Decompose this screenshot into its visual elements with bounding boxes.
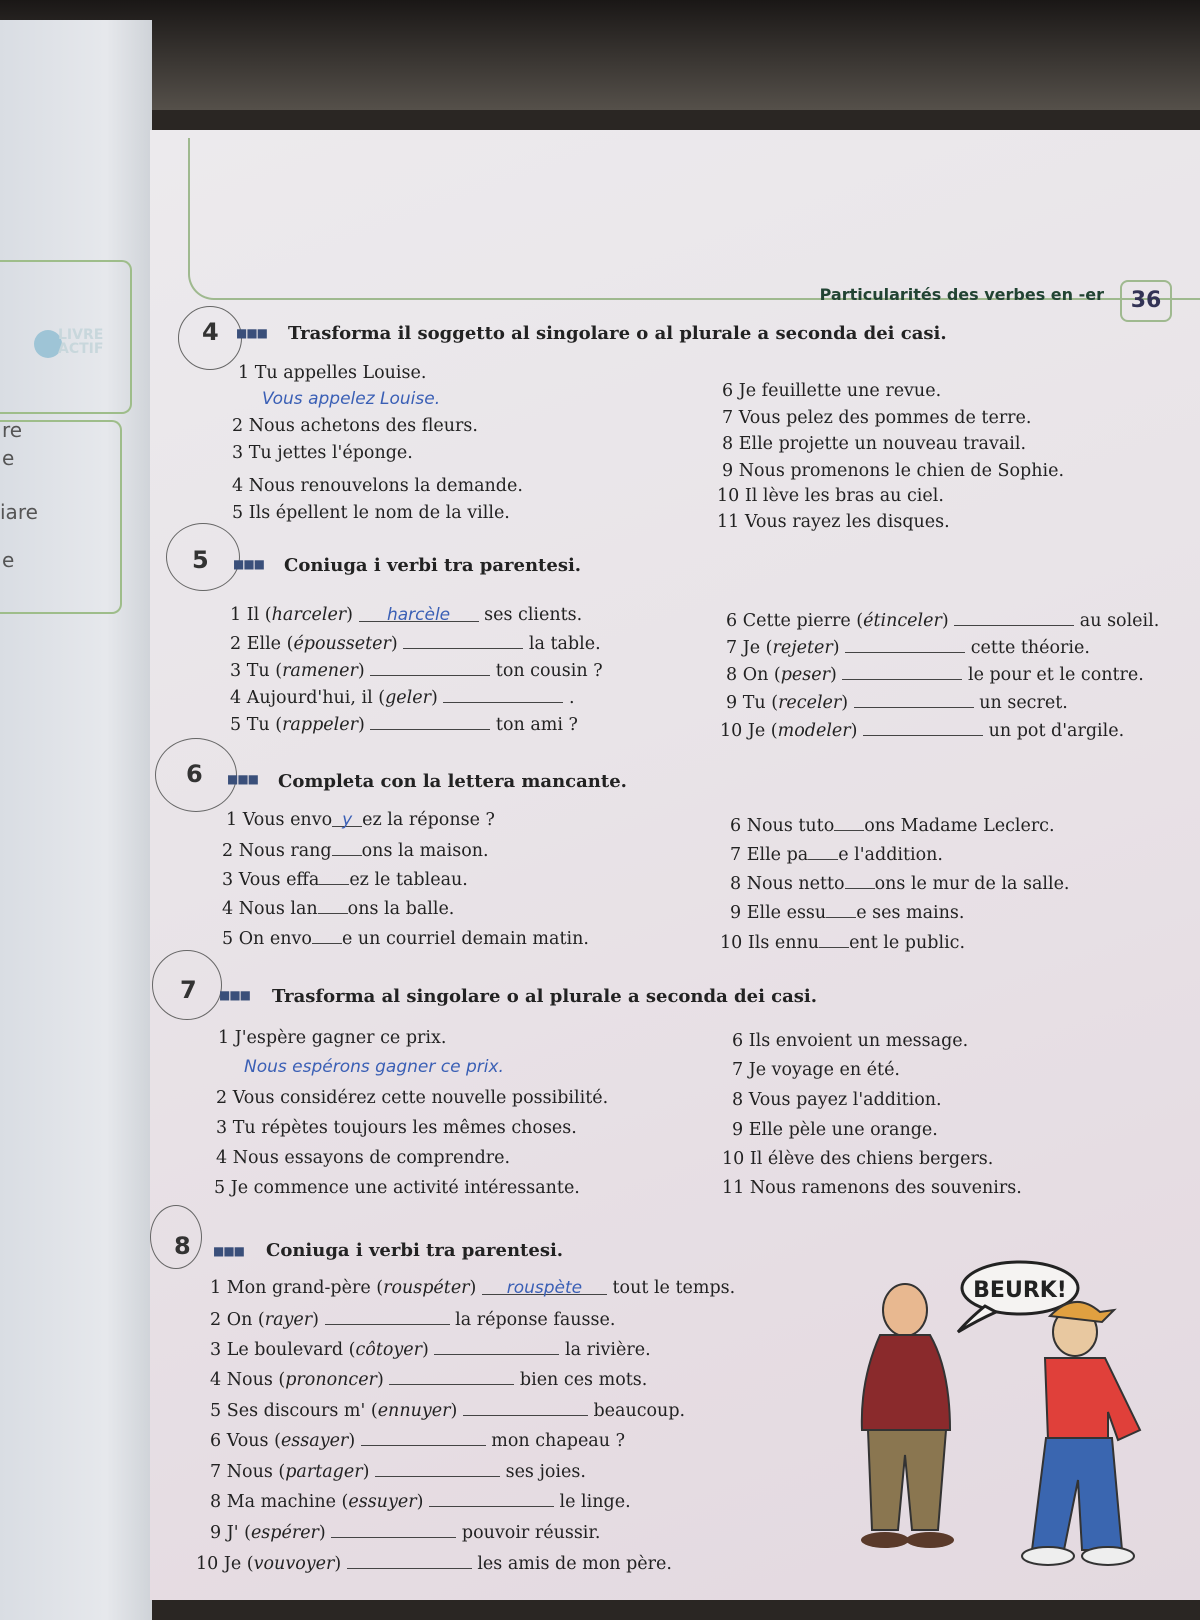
exercise-item: 4 Aujourd'hui, il (geler) . [230, 688, 575, 708]
exercise-item [730, 901, 964, 923]
exercise-item: 8 Vous payez l'addition. [732, 1090, 942, 1110]
item-verb: ennuyer [377, 1401, 451, 1421]
item-prefix: 5 On envo [222, 929, 312, 949]
exercise-item: 9 Elle pèle une orange. [732, 1120, 938, 1140]
item-subject: Mon grand-père [226, 1278, 371, 1298]
left-page-fragment: e [2, 446, 15, 470]
exercise-item [222, 839, 489, 861]
item-subject: Cette pierre [742, 611, 851, 631]
exercise-item: 8 On (peser) le pour et le contre. [726, 665, 1144, 685]
exercise-item: 3 Tu jettes l'éponge. [232, 443, 413, 463]
item-number: 1 [230, 605, 242, 625]
exercise-number: 7 [180, 976, 197, 1004]
handwritten-letter: y [342, 810, 353, 830]
item-verb: essayer [280, 1431, 349, 1451]
item-suffix: ons le mur de la salle. [874, 874, 1070, 894]
answer-blank [443, 686, 563, 703]
item-verb: épousseter [293, 634, 391, 654]
difficulty-squares-icon: ■■■ [227, 772, 259, 786]
item-rest: ton cousin ? [495, 661, 603, 681]
exercise-title: Trasforma il soggetto al singolare o al plurale a seconda dei casi. [288, 323, 947, 344]
exercise-item: 10 Il élève des chiens bergers. [722, 1149, 994, 1169]
header-frame [188, 138, 1200, 300]
item-number: 6 [726, 611, 738, 631]
item-verb: rappeler [282, 715, 358, 735]
item-rest: un secret. [979, 693, 1068, 713]
exercise-number: 4 [202, 318, 219, 346]
answer-blank [389, 1368, 514, 1385]
answer-blank [842, 663, 962, 680]
item-verb: essuyer [348, 1492, 417, 1512]
item-number: 5 [230, 715, 242, 735]
item-number: 10 [196, 1554, 219, 1574]
item-number: 3 [210, 1340, 222, 1360]
item-rest: un pot d'argile. [988, 721, 1125, 741]
left-page-fragment: re [2, 418, 23, 442]
exercise-item: 1 Mon grand-père (rouspéter) rouspète tout le temps. [210, 1278, 736, 1298]
item-number: 4 [210, 1370, 222, 1390]
background-top [0, 0, 1200, 110]
item-rest: bien ces mots. [519, 1370, 648, 1390]
item-verb: étinceler [863, 611, 942, 631]
answer-blank [370, 713, 490, 730]
difficulty-squares-icon: ■■■ [219, 988, 251, 1002]
exercise-item: 6 Je feuillette une revue. [722, 381, 942, 401]
answer-blank [434, 1338, 559, 1355]
exercise-item: 5 Ils épellent le nom de la ville. [232, 503, 510, 523]
item-rest: au soleil. [1079, 611, 1160, 631]
exercise-item: 6 Vous (essayer) mon chapeau ? [210, 1431, 625, 1451]
letter-blank [332, 839, 362, 856]
item-subject: Vous [226, 1431, 269, 1451]
exercise-number: 6 [186, 760, 203, 788]
item-number: 10 [720, 721, 743, 741]
item-subject: Nous [226, 1370, 273, 1390]
letter-blank [319, 868, 349, 885]
teen-figure [1022, 1302, 1140, 1565]
item-verb: geler [385, 688, 431, 708]
exercise-title: Completa con la lettera mancante. [278, 771, 627, 792]
handwritten-answer: Nous espérons gagner ce prix. [244, 1057, 504, 1077]
answer-blank [429, 1490, 554, 1507]
item-number: 9 [726, 693, 738, 713]
exercise-item [226, 810, 495, 830]
livre-actif-logo-text: LIVRE ACTIF [58, 327, 104, 357]
item-rest: la table. [528, 634, 601, 654]
answer-blank [325, 1308, 450, 1325]
item-verb: ramener [282, 661, 358, 681]
speech-text: BEURK! [973, 1278, 1067, 1303]
item-verb: rouspéter [383, 1278, 470, 1298]
item-verb: prononcer [285, 1370, 377, 1390]
item-verb: espérer [250, 1523, 319, 1543]
item-prefix: 4 Nous lan [222, 899, 318, 919]
exercise-item: 5 Tu (rappeler) ton ami ? [230, 715, 578, 735]
exercise-title: Trasforma al singolare o al plurale a seconda dei casi. [272, 986, 818, 1007]
left-page-fragment: e [2, 548, 15, 572]
letter-blank [826, 901, 856, 918]
item-verb: peser [780, 665, 830, 685]
item-suffix: ons la maison. [361, 841, 489, 861]
item-subject: Tu [742, 693, 766, 713]
answer-blank [403, 632, 523, 649]
handwritten-answer: rouspète [506, 1278, 583, 1298]
item-number: 7 [726, 638, 738, 658]
exercise-item [720, 931, 965, 953]
exercise-item [730, 843, 943, 865]
item-verb: harceler [271, 605, 347, 625]
letter-blank [318, 897, 348, 914]
item-verb: côtoyer [355, 1340, 423, 1360]
answer-blank [863, 719, 983, 736]
item-rest: beaucoup. [593, 1401, 686, 1421]
item-rest: la réponse fausse. [455, 1310, 616, 1330]
exercise-item: 4 Nous essayons de comprendre. [216, 1148, 511, 1168]
exercise-item: 1 Tu appelles Louise. [238, 363, 427, 383]
item-subject: On [742, 665, 769, 685]
section-title: Particularités des verbes en -er [819, 285, 1104, 304]
item-number: 2 [230, 634, 242, 654]
page-number: 36 [1120, 280, 1172, 322]
cartoon-illustration [850, 1240, 1170, 1580]
exercise-item: 10 Il lève les bras au ciel. [717, 486, 944, 506]
item-rest: la rivière. [564, 1340, 651, 1360]
item-suffix: ez le tableau. [349, 870, 468, 890]
exercise-item: 1 J'espère gagner ce prix. [218, 1028, 447, 1048]
exercise-item [730, 814, 1055, 836]
item-suffix: ez la réponse ? [362, 810, 495, 830]
answer-blank [482, 1278, 607, 1298]
item-rest: ses joies. [505, 1462, 586, 1482]
item-prefix: 7 Elle pa [730, 845, 809, 865]
exercise-item: 8 Ma machine (essuyer) le linge. [210, 1492, 631, 1512]
answer-blank [370, 659, 490, 676]
exercise-item: 7 Vous pelez des pommes de terre. [722, 408, 1032, 428]
exercise-item: 4 Nous renouvelons la demande. [232, 476, 523, 496]
exercise-item: 4 Nous (prononcer) bien ces mots. [210, 1370, 648, 1390]
difficulty-squares-icon: ■■■ [213, 1244, 245, 1258]
item-subject: Tu [246, 715, 270, 735]
answer-blank [854, 691, 974, 708]
exercise-item: 9 Nous promenons le chien de Sophie. [722, 461, 1065, 481]
exercise-item: 5 Je commence une activité intéressante. [214, 1178, 580, 1198]
item-suffix: ons la balle. [347, 899, 455, 919]
exercise-item: 2 Nous achetons des fleurs. [232, 416, 478, 436]
answer-blank [331, 1521, 456, 1538]
handwritten-answer: harcèle [386, 605, 451, 625]
item-suffix: e ses mains. [856, 903, 965, 923]
difficulty-squares-icon: ■■■ [236, 326, 268, 340]
item-prefix: 9 Elle essu [730, 903, 827, 923]
item-number: 5 [210, 1401, 222, 1421]
item-verb: partager [285, 1462, 363, 1482]
item-suffix: ent le public. [849, 933, 966, 953]
item-prefix: 2 Nous rang [222, 841, 332, 861]
item-number: 8 [726, 665, 738, 685]
answer-blank [954, 609, 1074, 626]
left-page-fragment: iare [0, 500, 38, 524]
item-rest: le linge. [559, 1492, 631, 1512]
item-subject: Elle [246, 634, 282, 654]
item-prefix: 6 Nous tuto [730, 816, 835, 836]
item-number: 7 [210, 1462, 222, 1482]
exercise-number: 8 [174, 1232, 191, 1260]
item-verb: rejeter [772, 638, 833, 658]
item-subject: Nous [226, 1462, 273, 1482]
item-subject: Aujourd'hui, il [246, 688, 373, 708]
exercise-item: 11 Nous ramenons des souvenirs. [722, 1178, 1022, 1198]
letter-blank [332, 810, 362, 830]
item-number: 1 [210, 1278, 222, 1298]
item-rest: ses clients. [484, 605, 583, 625]
exercise-item: 6 Ils envoient un message. [732, 1031, 969, 1051]
answer-blank [375, 1460, 500, 1477]
exercise-item: 9 Tu (receler) un secret. [726, 693, 1068, 713]
item-subject: Ses discours m' [226, 1401, 366, 1421]
exercise-item [730, 872, 1070, 894]
item-suffix: ons Madame Leclerc. [864, 816, 1055, 836]
item-prefix: 3 Vous effa [222, 870, 320, 890]
item-number: 3 [230, 661, 242, 681]
item-verb: modeler [777, 721, 851, 741]
exercise-title: Coniuga i verbi tra parentesi. [266, 1240, 564, 1261]
exercise-item: 7 Je (rejeter) cette théorie. [726, 638, 1090, 658]
item-subject: Le boulevard [226, 1340, 344, 1360]
exercise-item: 3 Tu répètes toujours les mêmes choses. [216, 1118, 577, 1138]
item-prefix: 8 Nous netto [730, 874, 845, 894]
item-prefix: 1 Vous envo [226, 810, 333, 830]
item-verb: vouvoyer [253, 1554, 335, 1574]
item-rest: mon chapeau ? [491, 1431, 625, 1451]
letter-blank [312, 927, 342, 944]
item-number: 4 [230, 688, 242, 708]
exercise-title: Coniuga i verbi tra parentesi. [284, 555, 582, 576]
item-rest: ton ami ? [495, 715, 578, 735]
item-subject: Tu [246, 661, 270, 681]
difficulty-squares-icon: ■■■ [233, 557, 265, 571]
item-rest: pouvoir réussir. [461, 1523, 601, 1543]
exercise-item [222, 897, 454, 919]
item-rest: tout le temps. [612, 1278, 736, 1298]
item-subject: Il [246, 605, 260, 625]
exercise-item: 2 Vous considérez cette nouvelle possibilité. [216, 1088, 609, 1108]
exercise-item: 7 Nous (partager) ses joies. [210, 1462, 586, 1482]
item-verb: receler [778, 693, 842, 713]
exercise-item: 7 Je voyage en été. [732, 1060, 900, 1080]
letter-blank [845, 872, 875, 889]
item-suffix: e un courriel demain matin. [341, 929, 589, 949]
letter-blank [808, 843, 838, 860]
item-number: 9 [210, 1523, 222, 1543]
answer-blank [463, 1399, 588, 1416]
item-rest: le pour et le contre. [967, 665, 1144, 685]
item-subject: Ma machine [226, 1492, 336, 1512]
exercise-item: 3 Tu (ramener) ton cousin ? [230, 661, 603, 681]
answer-blank [361, 1429, 486, 1446]
exercise-item: 8 Elle projette un nouveau travail. [722, 434, 1027, 454]
item-rest: les amis de mon père. [477, 1554, 672, 1574]
item-number: 6 [210, 1431, 222, 1451]
exercise-item [222, 927, 589, 949]
item-subject: On [226, 1310, 253, 1330]
exercise-item: 3 Le boulevard (côtoyer) la rivière. [210, 1340, 651, 1360]
item-rest: cette théorie. [970, 638, 1090, 658]
exercise-item: 10 Je (vouvoyer) les amis de mon père. [196, 1554, 672, 1574]
item-subject: J' [226, 1523, 239, 1543]
answer-blank [845, 636, 965, 653]
item-rest: . [568, 688, 575, 708]
item-subject: Je [223, 1554, 242, 1574]
exercise-item: 11 Vous rayez les disques. [717, 512, 950, 532]
item-number: 2 [210, 1310, 222, 1330]
exercise-item: 5 Ses discours m' (ennuyer) beaucoup. [210, 1401, 686, 1421]
exercise-item: 1 Il (harceler) harcèle ses clients. [230, 605, 583, 625]
item-subject: Je [747, 721, 766, 741]
item-number: 8 [210, 1492, 222, 1512]
item-prefix: 10 Ils ennu [720, 933, 820, 953]
exercise-item: 6 Cette pierre (étinceler) au soleil. [726, 611, 1160, 631]
exercise-item: 10 Je (modeler) un pot d'argile. [720, 721, 1125, 741]
left-page [0, 20, 152, 1620]
item-verb: rayer [264, 1310, 313, 1330]
exercise-item: 9 J' (espérer) pouvoir réussir. [210, 1523, 601, 1543]
item-suffix: e l'addition. [838, 845, 943, 865]
exercise-number: 5 [192, 546, 209, 574]
letter-blank [834, 814, 864, 831]
exercise-item: 2 Elle (épousseter) la table. [230, 634, 601, 654]
answer-blank [347, 1552, 472, 1569]
answer-blank [359, 605, 479, 625]
item-subject: Je [742, 638, 761, 658]
exercise-item: 2 On (rayer) la réponse fausse. [210, 1310, 616, 1330]
grandfather-figure [861, 1284, 954, 1548]
letter-blank [819, 931, 849, 948]
handwritten-answer: Vous appelez Louise. [262, 389, 441, 409]
exercise-item [222, 868, 468, 890]
